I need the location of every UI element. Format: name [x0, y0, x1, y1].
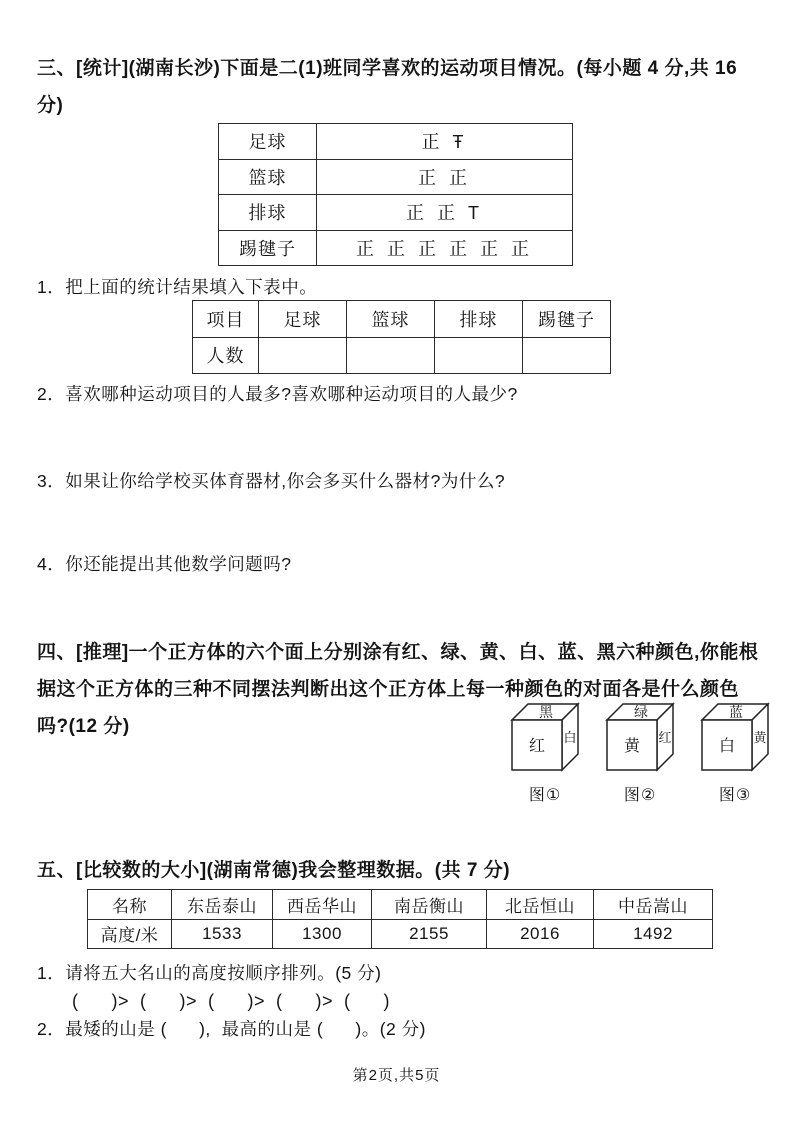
tally-row	[219, 195, 573, 231]
mountain-height: 1300	[273, 919, 372, 949]
fill-in-header: 足球	[259, 301, 347, 338]
mountain-header: 北岳恒山	[487, 890, 594, 920]
fill-in-header: 排球	[435, 301, 523, 338]
fill-in-empty-cell	[435, 337, 523, 374]
section3-question2: 2．喜欢哪种运动项目的人最多?喜欢哪种运动项目的人最少?	[37, 384, 518, 404]
tally-row	[219, 230, 573, 266]
cube-drawing-3	[698, 700, 772, 774]
cube1-top-face-label: 黑	[539, 704, 553, 720]
tally-item-label: 足球	[219, 124, 317, 160]
cube2-caption: 图②	[623, 787, 657, 804]
fill-in-row-label: 人数	[193, 337, 259, 374]
cube-figure-3	[698, 700, 772, 805]
fill-in-header: 踢毽子	[523, 301, 611, 338]
mountain-height: 2155	[372, 919, 487, 949]
tally-marks: 正 正	[317, 159, 573, 195]
cube2-front-face-label: 黄	[623, 738, 641, 755]
fill-in-header: 项目	[193, 301, 259, 338]
section3-heading: 三、[统计](湖南长沙)下面是二(1)班同学喜欢的运动项目情况。(每小题 4 分,共 16 分)	[37, 58, 738, 116]
cube-drawing-1	[508, 700, 582, 774]
cube3-right-face-label: 黄	[753, 730, 767, 745]
cube2-right-face-label: 红	[658, 730, 672, 745]
fill-in-value-row	[193, 337, 611, 374]
cube-figure-2	[603, 700, 677, 805]
fill-in-table	[192, 300, 611, 374]
section5-ordering-blanks: ( )> ( )> ( )> ( )> ( )	[72, 991, 391, 1011]
tally-row	[219, 124, 573, 160]
tally-table	[218, 123, 573, 266]
cube2-top-face-label: 绿	[634, 704, 648, 720]
fill-in-header: 篮球	[347, 301, 435, 338]
tally-item-label: 排球	[219, 195, 317, 231]
fill-in-empty-cell	[347, 337, 435, 374]
fill-in-empty-cell	[259, 337, 347, 374]
tally-marks: 正 正 T	[317, 195, 573, 231]
mountain-value-row	[88, 919, 713, 949]
mountain-height: 1533	[172, 919, 273, 949]
mountain-header-row	[88, 890, 713, 920]
mountain-row-label: 高度/米	[88, 919, 172, 949]
mountain-height: 2016	[487, 919, 594, 949]
mountain-header: 中岳嵩山	[594, 890, 713, 920]
mountain-header: 西岳华山	[273, 890, 372, 920]
mountain-header: 东岳泰山	[172, 890, 273, 920]
tally-item-label: 篮球	[219, 159, 317, 195]
tally-row	[219, 159, 573, 195]
section5-heading: 五、[比较数的大小](湖南常德)我会整理数据。(共 7 分)	[37, 860, 511, 881]
mountain-header: 名称	[88, 890, 172, 920]
cube3-front-face-label: 白	[718, 738, 736, 755]
section3-question1: 1．把上面的统计结果填入下表中。	[37, 277, 318, 297]
cube3-top-face-label: 蓝	[729, 704, 743, 720]
mountain-height: 1492	[594, 919, 713, 949]
cube-drawing-2	[603, 700, 677, 774]
cube1-caption: 图①	[528, 787, 562, 804]
cube-figure-1	[508, 700, 582, 805]
tally-marks: 正 正 正 正 正 正	[317, 230, 573, 266]
cube3-caption: 图③	[718, 787, 752, 804]
mountain-header: 南岳衡山	[372, 890, 487, 920]
page-number-indicator: 第2页,共5页	[352, 1067, 441, 1084]
cube1-right-face-label: 白	[563, 730, 577, 745]
cube1-front-face-label: 红	[528, 738, 546, 755]
section4-heading: 四、[推理]一个正方体的六个面上分别涂有红、绿、黄、白、蓝、黑六种颜色,你能根据这个正方体的三种不同摆法判断出这个正方体上每一种颜色的对面各是什么颜色吗?(12 分)	[37, 642, 759, 737]
mountain-table	[87, 889, 713, 949]
cube-diagrams	[508, 700, 772, 805]
section5-question1: 1．请将五大名山的高度按顺序排列。(5 分)	[37, 963, 382, 983]
tally-item-label: 踢毽子	[219, 230, 317, 266]
section3-question4: 4．你还能提出其他数学问题吗?	[37, 554, 292, 574]
tally-marks: 正 Ŧ	[317, 124, 573, 160]
section5-question2: 2．最矮的山是 ( ), 最高的山是 ( )。(2 分)	[37, 1019, 426, 1039]
section3-question3: 3．如果让你给学校买体育器材,你会多买什么器材?为什么?	[37, 471, 506, 491]
fill-in-header-row	[193, 301, 611, 338]
fill-in-empty-cell	[523, 337, 611, 374]
